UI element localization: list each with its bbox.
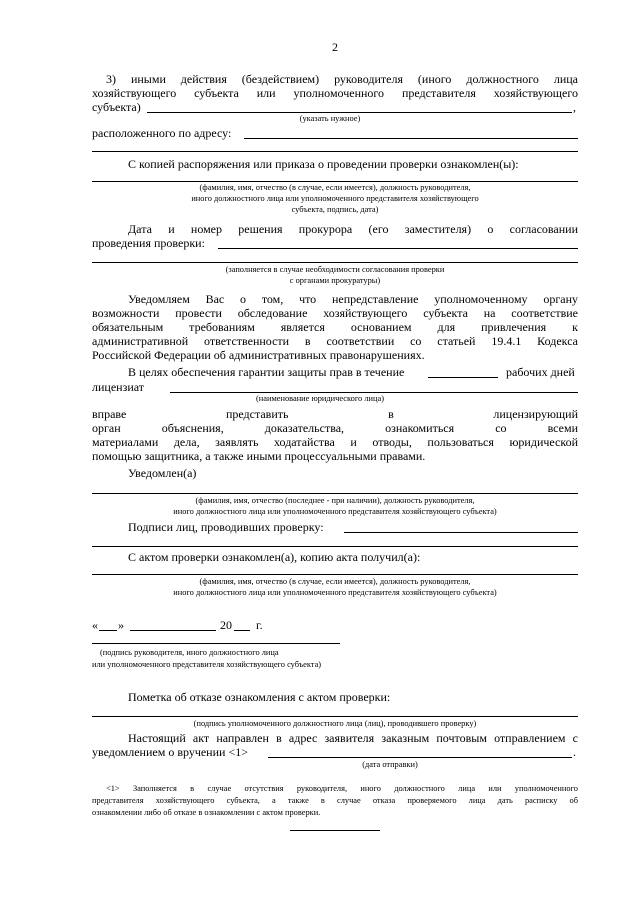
- rights-line1-a: В целях обеспечения гарантии защиты прав в течение: [128, 365, 405, 379]
- signatures-label: Подписи лиц, проводивших проверку:: [128, 520, 324, 534]
- act-received-hint-2: иного должностного лица или уполномоченного представителя хозяйствующего субъекта): [173, 588, 497, 597]
- footnote-end-line: [290, 830, 380, 831]
- notice-line3: обязательным требованиям является основанием для привлечения к: [92, 320, 578, 334]
- act-received-fill-line: [92, 574, 578, 575]
- address-fill-line: [244, 138, 578, 139]
- prosecutor-line1: Дата и номер решения прокурора (его заместителя) о согласовании: [128, 222, 578, 236]
- prosecutor-hint-2: с органами прокуратуры): [289, 276, 381, 285]
- copy-order-label: С копией распоряжения или приказа о проведении проверки ознакомлен(ы):: [128, 157, 519, 171]
- rights-line1-b: рабочих дней: [506, 365, 575, 379]
- item3-line1: 3) иными действия (бездействием) руководителя (иного должностного лица: [106, 72, 578, 86]
- date-open-quote: «: [92, 618, 98, 632]
- refusal-label: Пометка об отказе ознакомления с актом проверки:: [128, 690, 391, 704]
- item3-fill-line: [147, 112, 572, 113]
- notice-line5: Российской Федерации об административных правонарушениях.: [92, 348, 425, 362]
- prosecutor-line2: проведения проверки:: [92, 236, 205, 250]
- rights-days-fill-line: [428, 377, 498, 378]
- item3-line3-end: ,: [573, 100, 576, 114]
- copy-order-hint-3: субъекта, подпись, дата): [291, 205, 379, 214]
- sent-line2-end: .: [573, 745, 576, 759]
- page-number: 2: [332, 40, 338, 54]
- rights-line3: вправе представить в лицензирующий: [92, 407, 578, 421]
- signature-hint-1: (подпись руководителя, иного должностного лица: [100, 648, 279, 657]
- signature-hint-2: или уполномоченного представителя хозяйствующего субъекта): [92, 660, 322, 669]
- date-year-fill-line: [234, 630, 250, 631]
- signatures-fill-line-2: [92, 546, 578, 547]
- prosecutor-fill-line-2: [92, 262, 578, 263]
- footnote-line1: <1> Заполняется в случае отсутствия руководителя, иного должностного лица или уполномоченного: [106, 784, 578, 793]
- copy-order-fill-line: [92, 181, 578, 182]
- address-label: расположенного по адресу:: [92, 126, 232, 140]
- item3-line3: субъекта): [92, 100, 141, 114]
- item3-line2: хозяйствующего субъекта или уполномоченного представителя хозяйствующего: [92, 86, 578, 100]
- refusal-fill-line: [92, 716, 578, 717]
- sent-line2: уведомлением о вручении <1>: [92, 745, 248, 759]
- signatures-fill-line: [344, 532, 578, 533]
- date-year-suffix: г.: [256, 618, 263, 632]
- notice-line2: возможности провести обследование хозяйствующего субъекта на соответствие: [92, 306, 578, 320]
- notice-line1: Уведомляем Вас о том, что непредставление уполномоченному органу: [128, 292, 578, 306]
- copy-order-hint-2: иного должностного лица или уполномоченного представителя хозяйствующего: [191, 194, 479, 203]
- item3-hint: (указать нужное): [299, 114, 361, 123]
- notified-fill-line: [92, 493, 578, 494]
- date-day-fill-line: [99, 630, 117, 631]
- copy-order-hint-1: (фамилия, имя, отчество (в случае, если имеется), должность руководителя,: [199, 183, 471, 192]
- sent-line1: Настоящий акт направлен в адрес заявителя заказным почтовым отправлением с: [128, 731, 578, 745]
- prosecutor-hint-1: (заполняется в случае необходимости согласования проверки: [225, 265, 445, 274]
- date-month-fill-line: [130, 630, 216, 631]
- notified-label: Уведомлен(а): [128, 466, 197, 480]
- date-year-prefix: 20: [220, 618, 232, 632]
- act-received-label: С актом проверки ознакомлен(а), копию акта получил(а):: [128, 550, 421, 564]
- rights-line4: орган объяснения, доказательства, ознакомиться со всеми: [92, 421, 578, 435]
- notice-line4: административной ответственности в соответствии со статьей 19.4.1 Кодекса: [92, 334, 578, 348]
- notified-hint-1: (фамилия, имя, отчество (последнее - при наличии), должность руководителя,: [195, 496, 475, 505]
- footnote-line2: представителя хозяйствующего субъекта, а также в случае отказа проверяемого лица дать расписку об: [92, 796, 578, 805]
- rights-line2: лицензиат: [92, 380, 145, 394]
- notified-hint-2: иного должностного лица или уполномоченного представителя хозяйствующего субъекта): [173, 507, 497, 516]
- address-fill-line-2: [92, 151, 578, 152]
- refusal-hint: (подпись уполномоченного должностного лица (лиц), проводившего проверку): [193, 719, 477, 728]
- rights-licensee-fill-line: [170, 392, 578, 393]
- sent-date-fill-line: [268, 757, 572, 758]
- date-close-quote: »: [118, 618, 124, 632]
- footnote-line3: ознакомлении либо об отказе в ознакомлении с актом проверки.: [92, 808, 321, 817]
- sent-hint: (дата отправки): [362, 760, 418, 769]
- act-received-hint-1: (фамилия, имя, отчество (в случае, если имеется), должность руководителя,: [199, 577, 471, 586]
- rights-line6: помощью защитника, а также иными процессуальными правами.: [92, 449, 426, 463]
- signature-fill-line: [92, 643, 340, 644]
- rights-hint: (наименование юридического лица): [255, 394, 384, 403]
- prosecutor-fill-line: [218, 248, 578, 249]
- rights-line5: материалами дела, заявлять ходатайства и отводы, пользоваться юридической: [92, 435, 578, 449]
